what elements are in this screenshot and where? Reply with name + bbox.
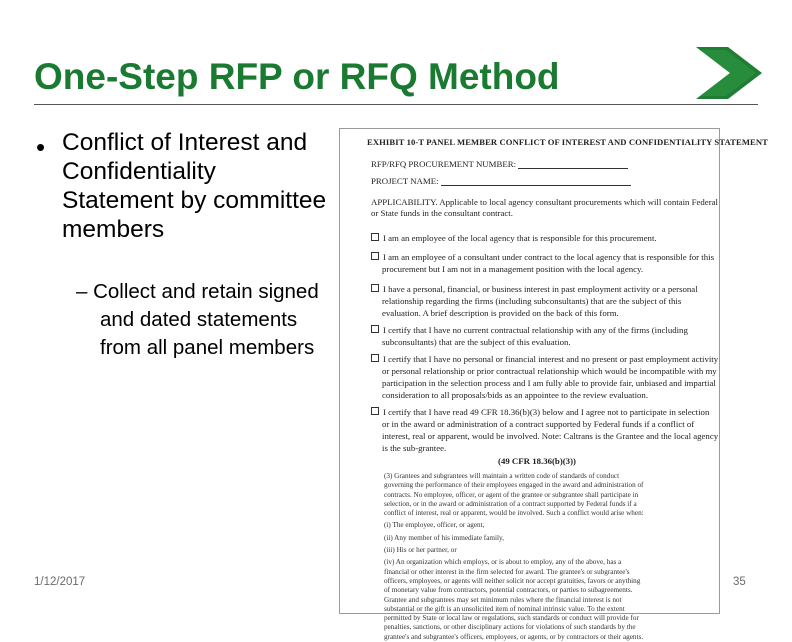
checkbox-item-3-line-3: evaluation. A brief description is provided on the back of this form. [382, 308, 619, 318]
fine-print-line: grantee's and subgrantee's officers, employees, or agents, or by contractors or their agents. [384, 632, 644, 641]
fine-print-line: governing the performance of their employees engaged in the award and administration of [384, 481, 644, 490]
checkbox-item-3: I have a personal, financial, or business interest in past employment activity or a personal [371, 284, 698, 294]
fine-print-line: conflict of interest, real or apparent, would be involved. Such a conflict would arise when: [384, 509, 644, 518]
fine-print-line: penalties, sanctions, or other disciplinary actions for violations of such standards by the [384, 623, 636, 632]
title-divider [34, 104, 758, 105]
checkbox-item-6-line-2: or in the award or administration of a contract supported by Federal funds if a conflict of [382, 419, 695, 429]
fine-print-line: (iii) His or her partner, or [384, 546, 457, 555]
fine-print-line: substantial or the gift is an unsolicited item of nominal intrinsic value. To the extent [384, 604, 625, 613]
fine-print-line: (i) The employee, officer, or agent, [384, 521, 485, 530]
checkbox-item-3-line-2: relationship regarding the firms (including subconsultants) that are the subject of this [382, 296, 682, 306]
checkbox-item-1: I am an employee of the local agency that is responsible for this procurement. [371, 233, 657, 243]
rfp-number-field [371, 159, 628, 169]
fine-print-line: (iv) An organization which employs, or is about to employ, any of the above, has a [384, 558, 622, 567]
project-name-blank [441, 185, 631, 186]
project-name-label: PROJECT NAME: [371, 176, 439, 186]
checkbox [371, 354, 379, 362]
checkbox-item-2-line-2: procurement but I am not in a management position with the local agency. [382, 264, 644, 274]
applicability-line-1: APPLICABILITY. Applicable to local agency consultant procurements which will contain Federal [371, 197, 718, 207]
checkbox [371, 325, 379, 333]
fine-print-line: permitted by State or local law or regulations, such standards or conduct will provide for [384, 614, 639, 623]
fine-print-line: officers, employees, or agents will neither solicit nor accept gratuities, favors or anything [384, 576, 641, 585]
main-bullet: Conflict of Interest and Confidentiality Statement by committee members [62, 129, 327, 243]
project-name-field [371, 176, 631, 186]
checkbox-item-5-line-2: or personal relationship or prior contractual relationship which would be incompatible with my [382, 366, 717, 376]
green-chevron-arrow-icon [696, 47, 762, 99]
checkbox [371, 407, 379, 415]
checkbox-item-6: I certify that I have read 49 CFR 18.36(b)(3) below and I agree not to participate in selection [371, 407, 709, 417]
checkbox-item-4-line-2: subconsultants) that are the subject of this evaluation. [382, 337, 571, 347]
fine-print-line: contracts. No employee, officer, or agent of the grantee or subgrantee shall participate in [384, 490, 639, 499]
fine-print-line: Grantee and subgrantees may set minimum rules where the financial interest is not [384, 595, 622, 604]
checkbox-item-6-line-4: is the sub-grantee. [382, 443, 447, 453]
page-number: 35 [733, 576, 746, 588]
sub-bullet: – Collect and retain signed and dated statements from all panel members [76, 280, 319, 359]
fine-print-line: selection, or in the award or administration of a contract supported by Federal funds if a [384, 499, 637, 508]
checkbox-item-5-line-3: participation in the selection process and I am fully able to provide fair, unbiased and impartial [382, 378, 716, 388]
checkbox-item-6-line-3: interest, real or apparent, would be involved. Note: Caltrans is the Grantee and the local agency [382, 431, 719, 441]
fine-print-line: (ii) Any member of his immediate family, [384, 533, 504, 542]
applicability-line-2: or State funds in the consultant contract. [371, 208, 513, 218]
slide-title: One-Step RFP or RFQ Method [34, 56, 560, 97]
footer-date: 1/12/2017 [34, 576, 86, 588]
bullet-marker: • [36, 132, 46, 162]
fine-print-line: financial or other interest in the firm selected for award. The grantee's or subgrantee's [384, 567, 630, 576]
checkbox [371, 233, 379, 241]
document-heading: EXHIBIT 10-T PANEL MEMBER CONFLICT OF INTEREST AND CONFIDENTIALITY STATEMENT [367, 137, 768, 147]
checkbox-item-5: I certify that I have no personal or financial interest and no present or past employment activity [371, 354, 718, 364]
fine-print-line: (3) Grantees and subgrantees will maintain a written code of standards of conduct [384, 472, 620, 480]
checkbox-item-5-line-4: consideration to all proposals/bids as an appointee to the review evaluation. [382, 390, 649, 400]
fine-print-line: of monetary value from contractors, potential contractors, or parties to subagreements. [384, 586, 633, 595]
rfp-number-label: RFP/RFQ PROCUREMENT NUMBER: [371, 159, 517, 169]
checkbox-item-4: I certify that I have no current contractual relationship with any of the firms (including [371, 325, 688, 335]
checkbox-item-2: I am an employee of a consultant under contract to the local agency that is responsible for this [371, 252, 714, 262]
fine-print-block [384, 472, 644, 642]
checkbox [371, 284, 379, 292]
checkbox [371, 252, 379, 260]
citation: (49 CFR 18.36(b)(3)) [498, 456, 576, 466]
rfp-number-blank [518, 168, 628, 169]
